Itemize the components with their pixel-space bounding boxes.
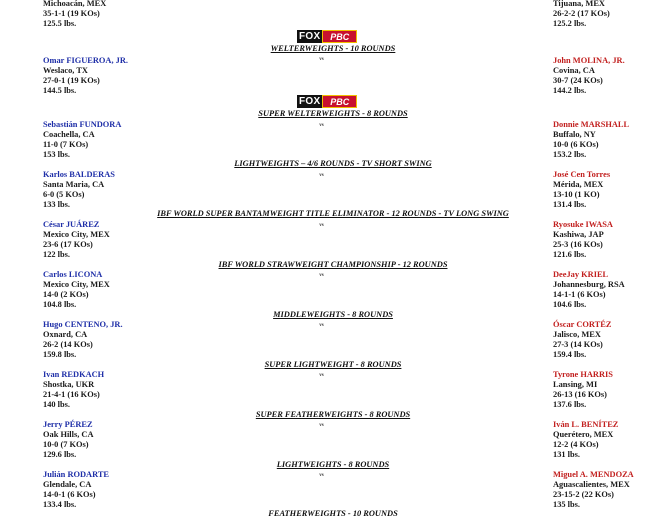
- fighter-record: 14-1-1 (6 KOs): [553, 290, 606, 299]
- fighter-record: 35-1-1 (19 KOs): [43, 9, 100, 18]
- fighter-name: Tyrone HARRIS: [553, 370, 613, 379]
- fighter-city: Kashiwa, JAP: [553, 230, 604, 239]
- fighter-city: Lansing, MI: [553, 380, 598, 389]
- fighter-name: Ivan REDKACH: [43, 370, 105, 379]
- fighter-record: 21-4-1 (16 KOs): [43, 390, 100, 399]
- fighter-record: 10-0 (6 KOs): [553, 140, 599, 149]
- fighter-left: [43, 220, 110, 260]
- fighter-weight: 122 lbs.: [43, 250, 70, 259]
- fighter-city: Tijuana, MEX: [553, 0, 605, 8]
- fighter-left: [43, 420, 94, 460]
- fighter-record: 13-10 (1 KO): [553, 190, 600, 199]
- fighter-weight: 133.4 lbs.: [43, 500, 77, 509]
- fighter-weight: 125.2 lbs.: [553, 19, 587, 28]
- fighter-record: 26-2-2 (17 KOs): [553, 9, 610, 18]
- fighter-name: John MOLINA, JR.: [553, 56, 625, 65]
- fighter-weight: 159.4 lbs.: [553, 350, 587, 359]
- fighter-record: 27-3 (14 KOs): [553, 340, 603, 349]
- fighter-top-right: [553, 0, 610, 29]
- fighter-top-left: [43, 0, 106, 29]
- fighter-record: 26-2 (14 KOs): [43, 340, 93, 349]
- fighter-name: Ryosuke IWASA: [553, 220, 613, 229]
- fox-logo-text: FOX: [299, 31, 321, 42]
- fighter-record: 14-0-1 (6 KOs): [43, 490, 96, 499]
- bout-title: FEATHERWEIGHTS - 10 ROUNDS: [268, 509, 398, 516]
- fighter-record: 27-0-1 (19 KOs): [43, 76, 100, 85]
- fighter-city: Shostka, UKR: [43, 380, 95, 389]
- fighter-weight: 137.6 lbs.: [553, 400, 587, 409]
- vs-label: vs: [319, 57, 324, 62]
- fighter-name: Iván L. BENÍTEZ: [553, 420, 619, 429]
- fighter-weight: 135 lbs.: [553, 500, 580, 509]
- vs-label: vs: [319, 423, 324, 428]
- bout-title: MIDDLEWEIGHTS - 8 ROUNDS: [273, 310, 393, 319]
- fox-logo-text: FOX: [299, 96, 321, 107]
- vs-label: vs: [319, 273, 324, 278]
- fighter-weight: 153.2 lbs.: [553, 150, 587, 159]
- fighter-weight: 104.6 lbs.: [553, 300, 587, 309]
- fighter-right: [553, 270, 625, 310]
- bout-title: IBF WORLD STRAWWEIGHT CHAMPIONSHIP - 12 ROUNDS: [218, 260, 448, 269]
- fighter-right: [553, 170, 610, 210]
- fighter-name: Omar FIGUEROA, JR.: [43, 56, 128, 65]
- fighter-right: [553, 470, 634, 510]
- fighter-weight: 121.6 lbs.: [553, 250, 587, 259]
- fighter-name: Carlos LICONA: [43, 270, 103, 279]
- bout-title: SUPER FEATHERWEIGHTS - 8 ROUNDS: [255, 410, 411, 419]
- vs-label: vs: [319, 323, 324, 328]
- pbc-logo-text: PBC: [322, 95, 357, 108]
- fighter-name: Sebastián FUNDORA: [43, 120, 122, 129]
- fighter-city: Santa Maria, CA: [43, 180, 105, 189]
- fighter-name: José Cen Torres: [553, 170, 611, 179]
- fighter-right: [553, 370, 613, 410]
- pbc-logo-text: PBC: [322, 30, 357, 43]
- fighter-weight: 131 lbs.: [553, 450, 580, 459]
- fighter-city: Mexico City, MEX: [43, 230, 110, 239]
- fighter-left: [43, 370, 104, 410]
- fighter-name: Hugo CENTENO, JR.: [43, 320, 123, 329]
- fighter-record: 30-7 (24 KOs): [553, 76, 603, 85]
- bout-title: LIGHTWEIGHTS – 4/6 ROUNDS - TV SHORT SWING: [234, 159, 432, 168]
- bout-title: LIGHTWEIGHTS - 8 ROUNDS: [276, 460, 390, 469]
- fighter-city: Mérida, MEX: [553, 180, 604, 189]
- fighter-record: 10-0 (7 KOs): [43, 440, 89, 449]
- bout-title: IBF WORLD SUPER BANTAMWEIGHT TITLE ELIMINATOR - 12 ROUNDS - TV LONG SWING: [157, 209, 509, 218]
- fighter-left: [43, 170, 115, 210]
- fighter-city: Buffalo, NY: [553, 130, 596, 139]
- vs-label: vs: [319, 473, 324, 478]
- fighter-right: [553, 120, 629, 160]
- fighter-weight: 159.8 lbs.: [43, 350, 77, 359]
- fighter-weight: 104.8 lbs.: [43, 300, 77, 309]
- fighter-city: Johannesburg, RSA: [553, 280, 625, 289]
- fighter-name: Miguel A. MENDOZA: [553, 470, 634, 479]
- fighter-city: Coachella, CA: [43, 130, 95, 139]
- fighter-weight: 140 lbs.: [43, 400, 70, 409]
- fighter-city: Weslaco, TX: [43, 66, 88, 75]
- bout-title: SUPER WELTERWEIGHTS - 8 ROUNDS: [258, 109, 408, 118]
- fighter-left: [43, 320, 123, 360]
- fighter-city: Jalisco, MEX: [553, 330, 601, 339]
- fighter-left: [43, 470, 109, 510]
- fighter-city: Oxnard, CA: [43, 330, 88, 339]
- fighter-right: [553, 56, 625, 96]
- fighter-name: Óscar CORTÉZ: [553, 320, 612, 329]
- fighter-record: 26-13 (16 KOs): [553, 390, 607, 399]
- fighter-record: 25-3 (16 KOs): [553, 240, 603, 249]
- fighter-city: Mexico City, MEX: [43, 280, 110, 289]
- fighter-weight: 133 lbs.: [43, 200, 70, 209]
- fighter-name: Jerry PÉREZ: [43, 420, 93, 429]
- vs-label: vs: [319, 223, 324, 228]
- fox-pbc-logo: [297, 95, 357, 108]
- fighter-record: 6-0 (5 KOs): [43, 190, 85, 199]
- fox-pbc-logo: [297, 30, 357, 43]
- fighter-city: Oak Hills, CA: [43, 430, 94, 439]
- fighter-left: [43, 270, 110, 310]
- bout-title: WELTERWEIGHTS - 10 ROUNDS: [270, 44, 396, 53]
- fighter-city: Aguascalientes, MEX: [553, 480, 630, 489]
- vs-label: vs: [319, 123, 324, 128]
- fighter-city: Glendale, CA: [43, 480, 92, 489]
- fighter-weight: 144.2 lbs.: [553, 86, 587, 95]
- fighter-record: 12-2 (4 KOs): [553, 440, 599, 449]
- fighter-left: [43, 56, 128, 96]
- fighter-record: 23-6 (17 KOs): [43, 240, 93, 249]
- vs-label: vs: [319, 173, 324, 178]
- fighter-right: [553, 320, 611, 360]
- vs-label: vs: [319, 373, 324, 378]
- fighter-weight: 131.4 lbs.: [553, 200, 587, 209]
- fighter-right: [553, 220, 613, 260]
- fighter-weight: 144.5 lbs.: [43, 86, 77, 95]
- fighter-name: Julián RODARTE: [43, 470, 110, 479]
- fighter-record: 14-0 (2 KOs): [43, 290, 89, 299]
- fighter-name: Karlos BALDERAS: [43, 170, 115, 179]
- fighter-weight: 125.5 lbs.: [43, 19, 77, 28]
- fighter-city: Michoacán, MEX: [43, 0, 107, 8]
- fighter-right: [553, 420, 618, 460]
- fighter-city: Covina, CA: [553, 66, 595, 75]
- fighter-name: César JUÁREZ: [43, 220, 100, 229]
- fighter-name: DeeJay KRIEL: [553, 270, 609, 279]
- fighter-weight: 129.6 lbs.: [43, 450, 77, 459]
- fighter-record: 11-0 (7 KOs): [43, 140, 89, 149]
- fighter-record: 23-15-2 (22 KOs): [553, 490, 614, 499]
- fighter-city: Querétero, MEX: [553, 430, 614, 439]
- fighter-weight: 153 lbs.: [43, 150, 70, 159]
- fighter-name: Donnie MARSHALL: [553, 120, 630, 129]
- fighter-left: [43, 120, 121, 160]
- bout-title: SUPER LIGHTWEIGHT - 8 ROUNDS: [264, 360, 402, 369]
